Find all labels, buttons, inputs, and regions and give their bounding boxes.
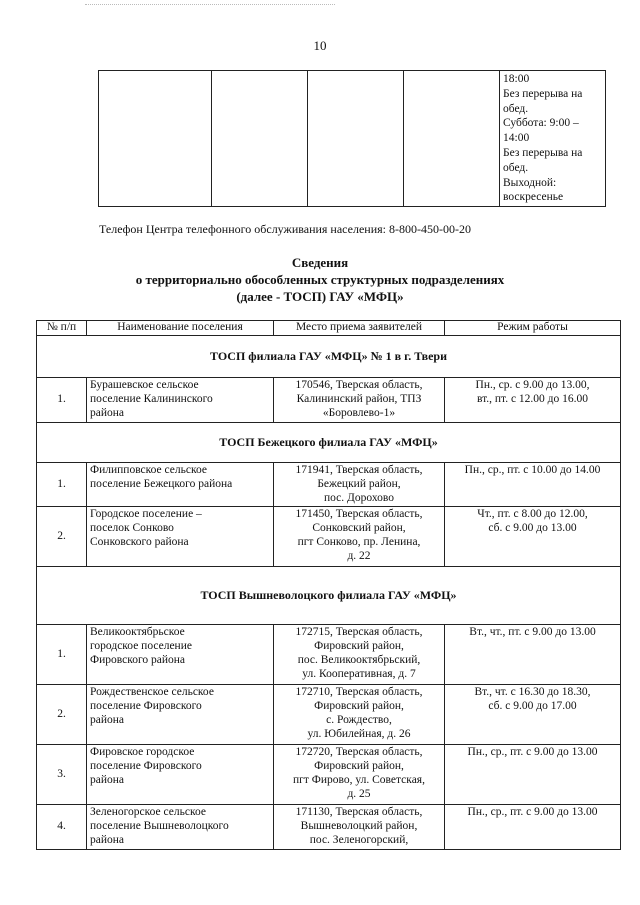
schedule-line: вт., пт. с 12.00 до 16.00 [476, 392, 589, 405]
reception-address [274, 685, 445, 745]
reception-address [274, 507, 445, 567]
work-schedule [445, 685, 621, 745]
table-header-row [37, 321, 621, 336]
table-row [37, 625, 621, 685]
settlement-line: поселение Вышневолоцкого [90, 820, 229, 833]
schedule-line: 14:00 [503, 132, 530, 145]
schedule-line: Пн., ср., пт. с 10.00 до 14.00 [464, 464, 601, 476]
work-schedule [445, 625, 621, 685]
settlement-line: района [90, 833, 125, 846]
row-number: 4. [37, 805, 87, 850]
address-line: ул. Юбилейная, д. 26 [307, 727, 411, 740]
settlement-name [87, 507, 274, 567]
address-line: с. Рождество, [326, 713, 392, 726]
section-title-line1: Сведения [291, 255, 349, 270]
settlement-line: Филипповское сельское [90, 464, 207, 476]
settlement-line: поселок Сонково [90, 522, 174, 535]
work-schedule [445, 507, 621, 567]
header-settlement: Наименование поселения [87, 321, 274, 336]
schedule-line: Вт., чт. с 16.30 до 18.30, [474, 686, 591, 699]
settlement-line: Великооктябрьское [90, 626, 185, 639]
reception-address [274, 463, 445, 507]
address-line: Калининский район, ТПЗ [296, 392, 422, 405]
section-title-line2: о территориально обособленных структурных подразделениях [135, 272, 505, 287]
address-line: пос. Зеленогорский, [309, 833, 409, 846]
settlement-line: поселение Бежецкого района [90, 477, 233, 490]
schedule-line: обед. [503, 161, 529, 174]
address-line: пгт Фирово, ул. Советская, [293, 773, 425, 786]
settlement-line: Фировского района [90, 653, 186, 666]
settlement-line: Рождественское сельское [90, 686, 214, 699]
address-line: 171941, Тверская область, [295, 464, 423, 476]
address-line: Бежецкий район, [317, 477, 401, 490]
table-row [37, 378, 621, 423]
group-title: ТОСП филиала ГАУ «МФЦ» № 1 в г. Твери [37, 336, 621, 378]
schedule-line: Пн., ср. с 9.00 до 13.00, [475, 379, 590, 391]
group-title: ТОСП Вышневолоцкого филиала ГАУ «МФЦ» [37, 567, 621, 625]
table-cell [308, 71, 404, 207]
schedule-line: Без перерыва на [503, 146, 583, 159]
settlement-line: поселение Калининского [90, 392, 213, 405]
group-row [37, 336, 621, 378]
page-number: 10 [313, 38, 327, 53]
row-number: 1. [37, 378, 87, 423]
schedule-line: обед. [503, 102, 529, 115]
address-line: 172715, Тверская область, [295, 626, 423, 639]
row-number: 1. [37, 463, 87, 507]
table-row [37, 745, 621, 805]
settlement-line: района [90, 773, 125, 786]
address-line: д. 22 [347, 549, 371, 562]
header-schedule: Режим работы [445, 321, 621, 336]
address-line: Фировский район, [314, 640, 404, 653]
section-title-line3: (далее - ТОСП) ГАУ «МФЦ» [236, 289, 404, 304]
schedule-line: Без перерыва на [503, 87, 583, 100]
address-line: Фировский район, [314, 760, 404, 773]
address-line: пос. Дорохово [323, 491, 395, 504]
settlement-line: Городское поселение – [90, 508, 202, 521]
reception-address [274, 378, 445, 423]
settlement-line: Зеленогорское сельское [90, 806, 206, 819]
address-line: 171130, Тверская область, [295, 806, 423, 819]
settlement-name [87, 378, 274, 423]
row-number: 3. [37, 745, 87, 805]
schedule-line: Вт., чт., пт. с 9.00 до 13.00 [469, 626, 596, 639]
schedule-cell [500, 71, 606, 207]
schedule-line: сб. с 9.00 до 17.00 [488, 700, 577, 713]
schedule-line: 18:00 [503, 73, 530, 85]
tosp-table [36, 320, 621, 850]
work-schedule [445, 745, 621, 805]
address-line: Сонковский район, [312, 522, 406, 535]
settlement-name [87, 463, 274, 507]
settlement-line: городское поселение [90, 640, 192, 653]
reception-address [274, 805, 445, 850]
work-schedule [445, 378, 621, 423]
schedule-line: сб. с 9.00 до 13.00 [488, 522, 577, 535]
group-row [37, 567, 621, 625]
work-schedule [445, 805, 621, 850]
scan-marks [85, 4, 335, 8]
address-line: Фировский район, [314, 700, 404, 713]
settlement-name [87, 745, 274, 805]
address-line: 171450, Тверская область, [295, 508, 423, 521]
continued-table [98, 70, 606, 207]
settlement-line: Сонковского района [90, 535, 189, 548]
address-line: «Боровлево-1» [322, 406, 396, 419]
header-number: № п/п [37, 321, 87, 336]
settlement-line: района [90, 406, 125, 419]
row-number: 2. [37, 685, 87, 745]
table-row [99, 71, 606, 207]
reception-address [274, 625, 445, 685]
schedule-line: Пн., ср., пт. с 9.00 до 13.00 [467, 806, 598, 819]
row-number: 1. [37, 625, 87, 685]
schedule-line: Выходной: [503, 176, 557, 189]
phone-line: Телефон Центра телефонного обслуживания населения: 8-800-450-00-20 [99, 222, 471, 236]
reception-address [274, 745, 445, 805]
table-row [37, 507, 621, 567]
settlement-name [87, 685, 274, 745]
address-line: Вышневолоцкий район, [300, 820, 418, 833]
address-line: 170546, Тверская область, [295, 379, 423, 391]
table-row [37, 685, 621, 745]
settlement-name [87, 625, 274, 685]
work-schedule [445, 463, 621, 507]
address-line: д. 25 [347, 787, 371, 800]
table-cell [99, 71, 212, 207]
schedule-line: Чт., пт. с 8.00 до 12.00, [477, 508, 588, 521]
settlement-line: поселение Фировского [90, 760, 202, 773]
group-title: ТОСП Бежецкого филиала ГАУ «МФЦ» [37, 423, 621, 463]
schedule-line: воскресенье [503, 191, 564, 204]
table-row [37, 463, 621, 507]
schedule-line: Пн., ср., пт. с 9.00 до 13.00 [467, 746, 598, 759]
row-number: 2. [37, 507, 87, 567]
settlement-name [87, 805, 274, 850]
group-row [37, 423, 621, 463]
table-cell [404, 71, 500, 207]
header-place: Место приема заявителей [274, 321, 445, 336]
address-line: пос. Великооктябрьский, [297, 653, 421, 666]
table-cell [212, 71, 308, 207]
settlement-line: поселение Фировского [90, 700, 202, 713]
address-line: пгт Сонково, пр. Ленина, [297, 535, 421, 548]
settlement-line: Фировское городское [90, 746, 195, 759]
schedule-line: Суббота: 9:00 – [503, 117, 579, 130]
settlement-line: района [90, 713, 125, 726]
address-line: 172720, Тверская область, [295, 746, 423, 759]
table-row [37, 805, 621, 850]
address-line: 172710, Тверская область, [295, 686, 423, 699]
settlement-line: Бурашевское сельское [90, 379, 199, 391]
address-line: ул. Кооперативная, д. 7 [302, 667, 416, 680]
